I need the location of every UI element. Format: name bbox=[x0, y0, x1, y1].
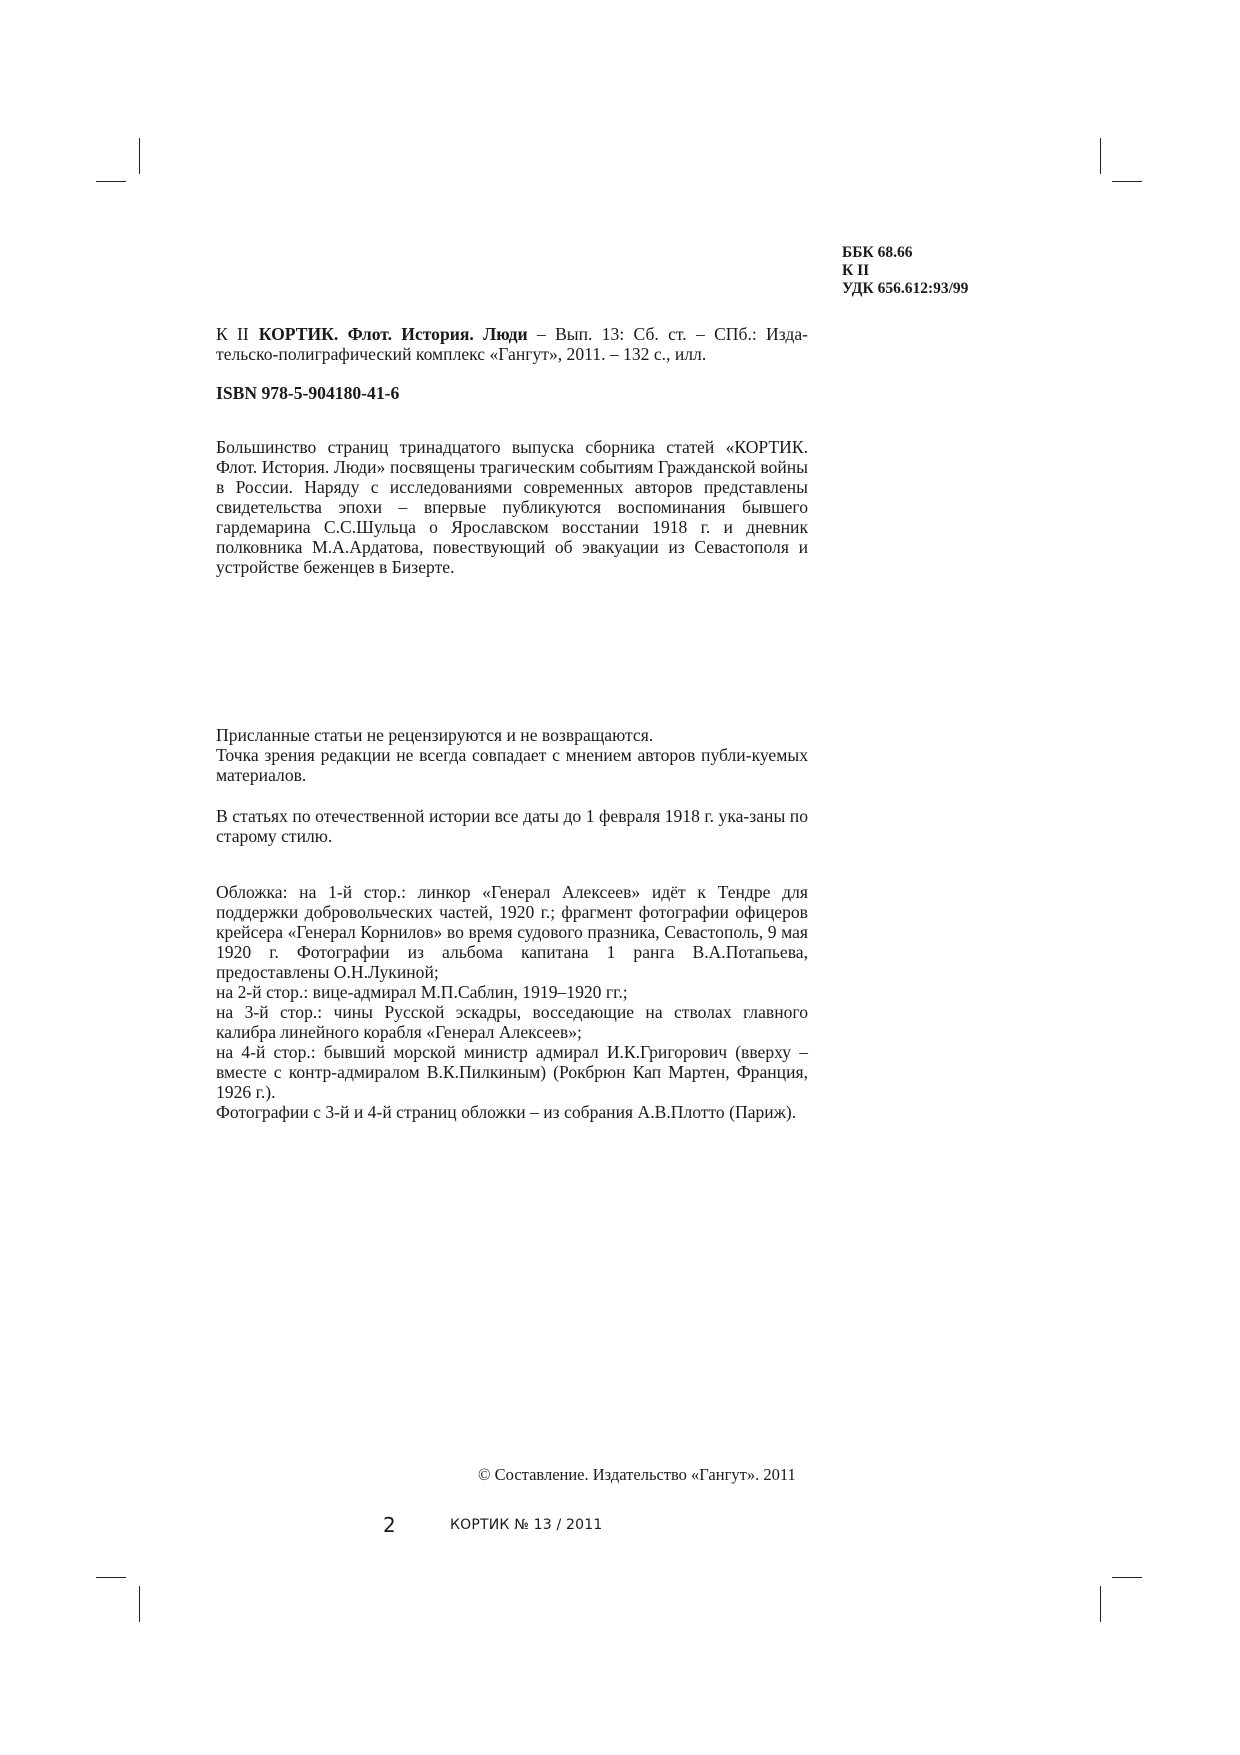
cover-page-1: Обложка: на 1-й стор.: линкор «Генерал Алексеев» идёт к Тендре для поддержки добровольческих частей, 1920 г.; фрагмент фотографии офицеров крейсера «Генерал Корнилов» во время судового празника, Севастополь, 9 мая 1920 г. Фотографии из альбома капитана 1 ранга В.А.Потапьева, предоставлены О.Н.Лукиной; bbox=[216, 882, 808, 982]
dates-note: В статьях по отечественной истории все даты до 1 февраля 1918 г. ука-заны по старому стилю. bbox=[216, 806, 808, 846]
editorial-notes bbox=[216, 725, 808, 785]
crop-mark-bottom-left-v bbox=[139, 1586, 140, 1622]
note-opinion: Точка зрения редакции не всегда совпадает с мнением авторов публи-куемых материалов. bbox=[216, 745, 808, 785]
cover-page-4: на 4-й стор.: бывший морской министр адмирал И.К.Григорович (вверху – вместе с контр-адмиралом В.К.Пилкиным) (Рокбрюн Кап Мартен, Франция, 1926 г.). bbox=[216, 1042, 808, 1102]
cover-photo-source: Фотографии с 3-й и 4-й страниц обложки – из собрания А.В.Плотто (Париж). bbox=[216, 1102, 797, 1122]
crop-mark-top-right-v bbox=[1100, 138, 1101, 174]
k-code: К II bbox=[842, 262, 870, 279]
note-not-reviewed: Присланные статьи не рецензируются и не возвращаются. bbox=[216, 725, 654, 745]
bibliographic-details: – Вып. 13: Сб. ст. – СПб.: Изда-тельско-полиграфический комплекс «Гангут», 2011. – 132 с., илл. bbox=[216, 324, 808, 364]
abstract: Большинство страниц тринадцатого выпуска сборника статей «КОРТИК. Флот. История. Люди» посвящены трагическим событиям Гражданской войны в России. Наряду с исследованиями современных авторов представлены свидетельства эпохи – впервые публикуются воспоминания бывшего гардемарина С.С.Шульца о Ярославском восстании 1918 г. и дневник полковника М.А.Ардатова, повествующий об эвакуации из Севастополя и устройстве беженцев в Бизерте. bbox=[216, 437, 808, 577]
author-mark: К II bbox=[216, 324, 249, 344]
page-number: 2 bbox=[383, 1513, 396, 1537]
udk-code: УДК 656.612:93/99 bbox=[842, 280, 969, 297]
classification-codes bbox=[842, 244, 968, 298]
crop-mark-top-left-h bbox=[96, 181, 126, 182]
book-title: КОРТИК. Флот. История. Люди bbox=[258, 324, 528, 344]
cover-page-2: на 2-й стор.: вице-адмирал М.П.Саблин, 1919–1920 гг.; bbox=[216, 982, 628, 1002]
bibliographic-record bbox=[216, 324, 808, 364]
cover-description bbox=[216, 882, 808, 1122]
crop-mark-bottom-right-h bbox=[1112, 1577, 1142, 1578]
crop-mark-top-right-h bbox=[1112, 181, 1142, 182]
cover-page-3: на 3-й стор.: чины Русской эскадры, восседающие на стволах главного калибра линейного корабля «Генерал Алексеев»; bbox=[216, 1002, 808, 1042]
copyright: © Составление. Издательство «Гангут». 2011 bbox=[478, 1465, 796, 1484]
isbn: ISBN 978-5-904180-41-6 bbox=[216, 383, 400, 403]
running-title: КОРТИК № 13 / 2011 bbox=[450, 1517, 603, 1533]
bbk-code: ББК 68.66 bbox=[842, 244, 913, 261]
crop-mark-bottom-right-v bbox=[1100, 1586, 1101, 1622]
crop-mark-top-left-v bbox=[139, 138, 140, 174]
crop-mark-bottom-left-h bbox=[96, 1577, 126, 1578]
